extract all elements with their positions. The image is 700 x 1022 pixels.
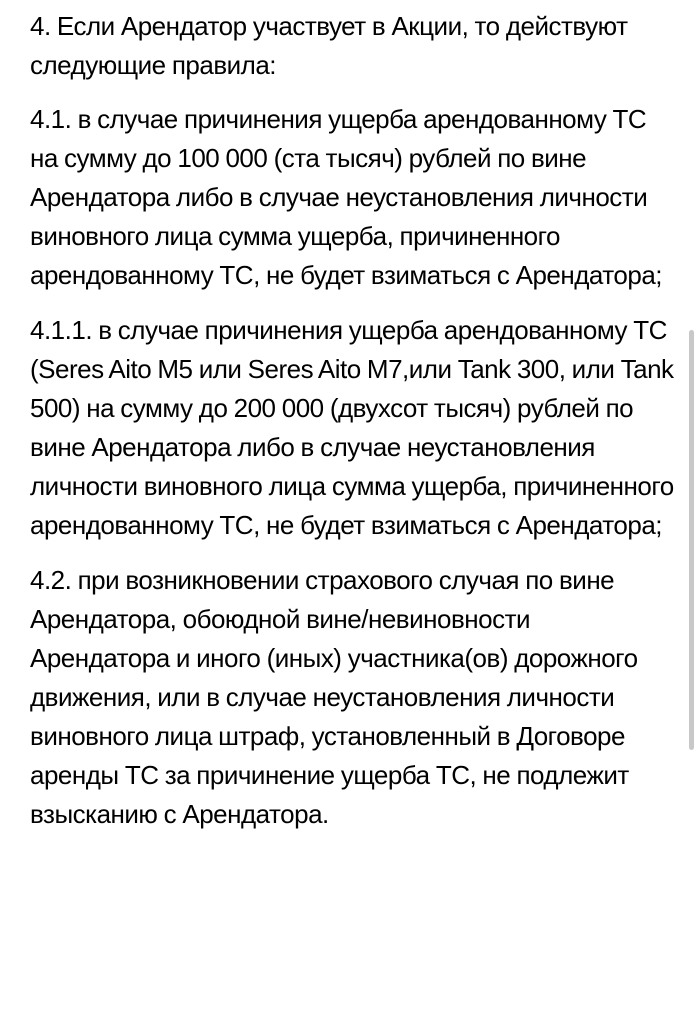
paragraph-4-1: 4.1. в случае причинения ущерба арендованному ТС на сумму до 100 000 (ста тысяч) рублей по вине Арендатора либо в случае неустановления личности виновного лица сумма ущерба, причиненного арендованному ТС, не будет взиматься с Арендатора; xyxy=(30,104,663,290)
paragraph-4-2: 4.2. при возникновении страхового случая по вине Арендатора, обоюдной вине/невиновности Арендатора и иного (иных) участника(ов) дорожного движения, или в случае неустановления личности виновного лица штраф, установленный в Договоре аренды ТС за причинение ущерба ТС, не подлежит взысканию с Арендатора. xyxy=(30,565,638,829)
vertical-scrollbar[interactable] xyxy=(689,330,694,750)
paragraph-4-1-1: 4.1.1. в случае причинения ущерба арендованному ТС (Seres Aito M5 или Seres Aito M7,или Tank 300, или Tank 500) на сумму до 200 000 (двухсот тысяч) рублей по вине Арендатора либо в случае неустановления личности виновного лица сумма ущерба, причиненного арендованному ТС, не будет взиматься с Арендатора; xyxy=(30,315,674,540)
document-body xyxy=(30,7,675,850)
paragraph-rules-intro: 4. Если Арендатор участвует в Акции, то действуют следующие правила: xyxy=(30,11,628,80)
